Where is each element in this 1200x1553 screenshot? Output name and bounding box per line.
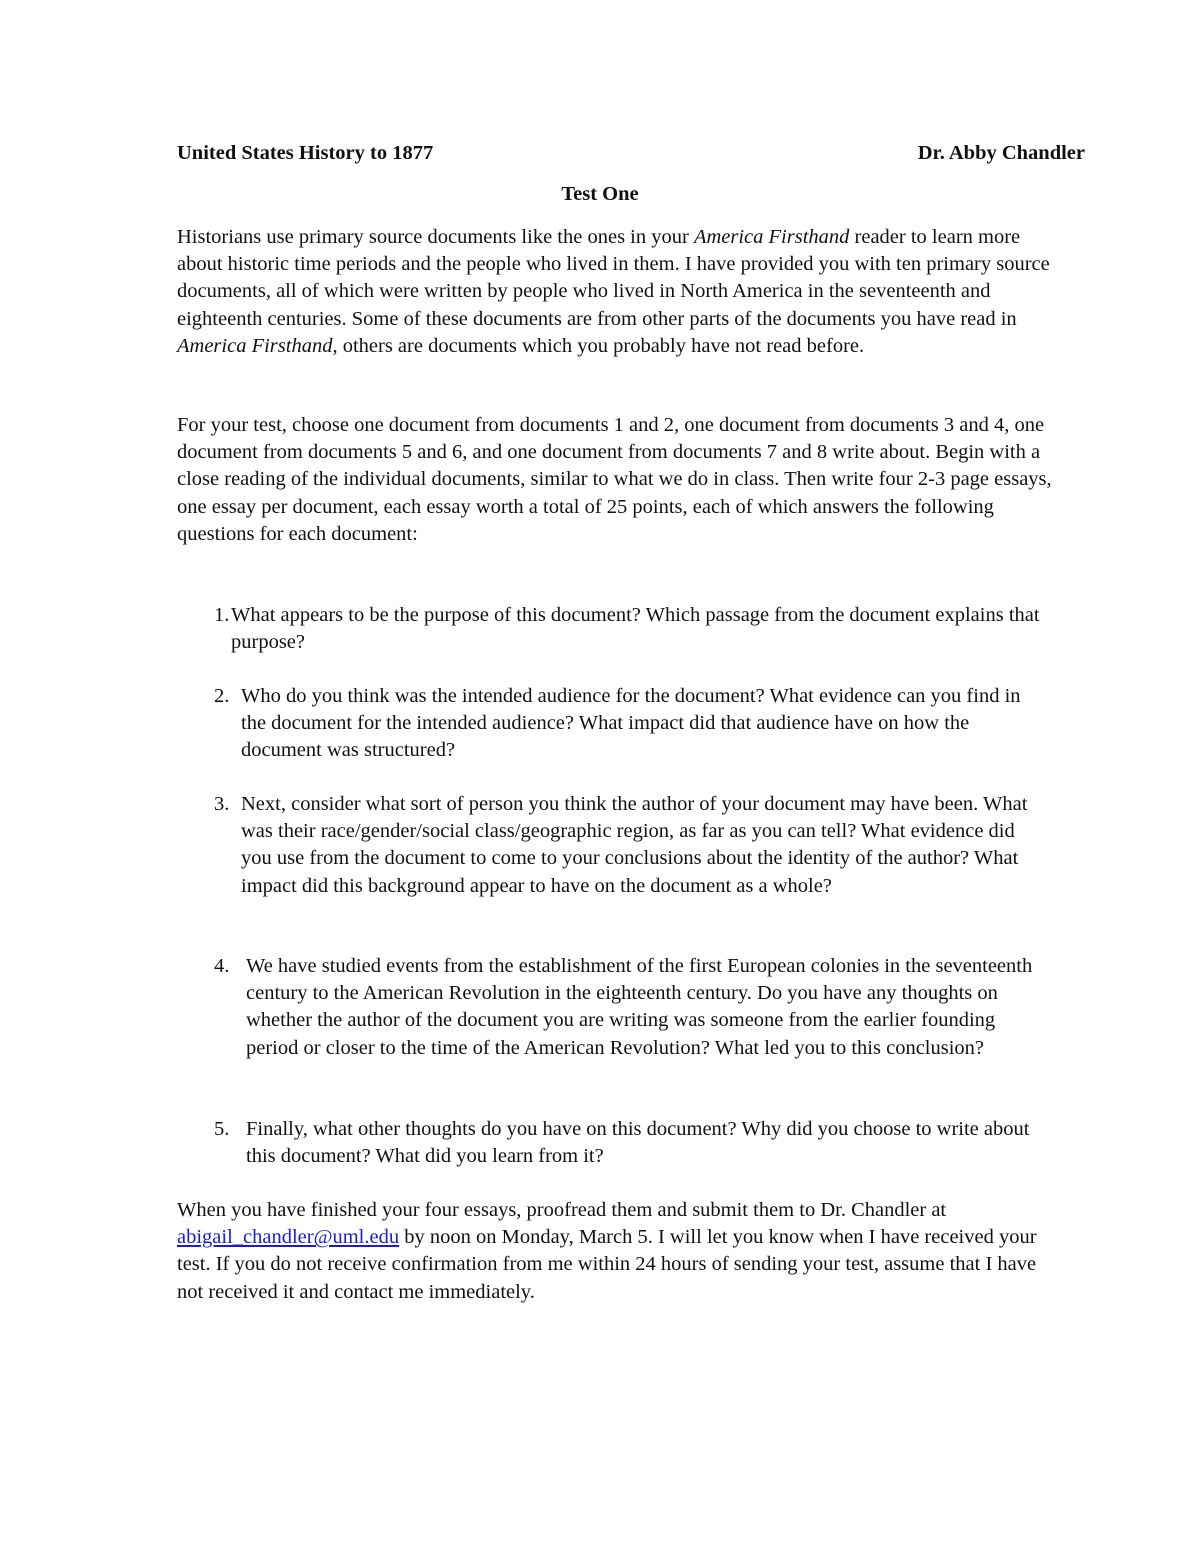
intro-text-3: , others are documents which you probably have not read before. bbox=[332, 334, 865, 357]
question-number: 3. bbox=[214, 793, 230, 815]
question-1 bbox=[214, 602, 1044, 656]
intro-text-2: reader to learn more about historic time periods and the people who lived in them. I have provided you with ten primary source documents, all of which were written by people who lived in North America in the seventeenth and eighteenth centuries. Some of these documents are from other parts of the documents you have read in bbox=[177, 226, 1050, 330]
document-header bbox=[177, 142, 1085, 170]
reader-title: America Firsthand bbox=[693, 226, 850, 248]
question-text: Finally, what other thoughts do you have on this document? Why did you choose to write about this document? What did you learn from it? bbox=[246, 1118, 1030, 1168]
closing-text-1: When you have finished your four essays, proofread them and submit them to Dr. Chandler at bbox=[177, 1199, 947, 1221]
test-title: Test One bbox=[561, 183, 639, 205]
question-5 bbox=[214, 1116, 1044, 1170]
question-number: 1. bbox=[214, 604, 230, 626]
question-number: 2. bbox=[214, 685, 230, 707]
intro-text-1: Historians use primary source documents like the ones in your bbox=[177, 226, 694, 248]
question-4 bbox=[214, 953, 1044, 1062]
question-number: 5. bbox=[214, 1118, 230, 1140]
question-text: What appears to be the purpose of this document? Which passage from the document explains that purpose? bbox=[231, 604, 1040, 654]
question-text: We have studied events from the establishment of the first European colonies in the seventeenth century to the American Revolution in the eighteenth century. Do you have any thoughts on whether the author of the document you are writing was someone from the earlier founding period or closer to the time of the American Revolution? What led you to this conclusion? bbox=[246, 955, 1033, 1059]
instructions-paragraph: For your test, choose one document from documents 1 and 2, one document from documents 3 and 4, one document from documents 5 and 6, and one document from documents 7 and 8 write about. Begin with a close reading of the individual documents, similar to what we do in class. Then write four 2-3 page essays, one essay per document, each essay worth a total of 25 points, each of which answers the following questions for each document: bbox=[177, 414, 1052, 545]
email-link[interactable]: abigail_chandler@uml.edu bbox=[177, 1226, 400, 1249]
closing-paragraph bbox=[177, 1197, 1057, 1306]
instructor-name: Dr. Abby Chandler bbox=[917, 142, 1085, 164]
question-3 bbox=[214, 791, 1044, 900]
closing-text-2: by noon on Monday, March 5. I will let you know when I have received your test. If you do not receive confirmation from me within 24 hours of sending your test, assume that I have not received it and contact me immediately. bbox=[177, 1226, 1037, 1303]
reader-title-2: America Firsthand bbox=[177, 334, 333, 357]
question-2 bbox=[214, 683, 1044, 765]
course-title: United States History to 1877 bbox=[177, 142, 434, 164]
question-number: 4. bbox=[214, 955, 230, 977]
question-text: Who do you think was the intended audience for the document? What evidence can you find in the document for the intended audience? What impact did that audience have on how the document was structured? bbox=[241, 685, 1021, 762]
intro-paragraph bbox=[177, 224, 1057, 360]
question-text: Next, consider what sort of person you think the author of your document may have been. What was their race/gender/social class/geographic region, as far as you can tell? What evidence did you use from the document to come to your conclusions about the identity of the author? What impact did this background appear to have on the document as a whole? bbox=[241, 793, 1028, 897]
